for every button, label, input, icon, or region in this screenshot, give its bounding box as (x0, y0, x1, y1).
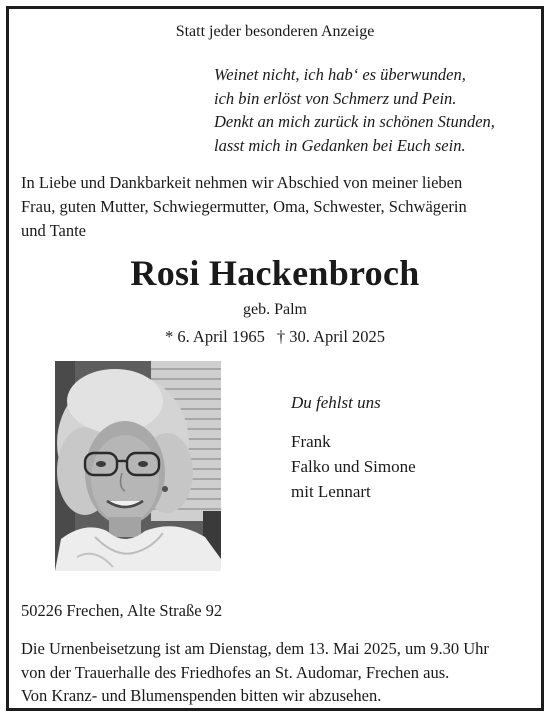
heading: Statt jeder besonderen Anzeige (175, 23, 375, 40)
intro-text (21, 171, 531, 243)
notice-line: Von Kranz- und Blumenspenden bitten wir abzusehen. (21, 686, 382, 705)
poem-line: lasst mich in Gedanken bei Euch sein. (214, 135, 466, 155)
notice-line: Die Urnenbeisetzung ist am Dienstag, dem 13. Mai 2025, um 9.30 Uhr (21, 639, 489, 658)
poem-line: Denkt an mich zurück in schönen Stunden, (214, 112, 495, 131)
mourner-name: Falko und Simone (291, 457, 416, 476)
death-date: † 30. April 2025 (276, 327, 386, 346)
family-address: 50226 Frechen, Alte Straße 92 (21, 601, 223, 620)
mourners-title: Du fehlst uns (291, 393, 381, 412)
notice-line: von der Trauerhalle des Friedhofes an St. Audomar, Frechen aus. (21, 662, 450, 682)
poem (214, 63, 514, 157)
poem-line: Weinet nicht, ich hab‘ es überwunden, (214, 65, 466, 84)
mourners-list (291, 429, 416, 504)
intro-line: Frau, guten Mutter, Schwiegermutter, Oma, Schwester, Schwägerin (21, 197, 467, 216)
maiden-name: geb. Palm (243, 301, 307, 318)
portrait-image (55, 361, 221, 571)
deceased-name: Rosi Hackenbroch (130, 253, 420, 293)
portrait-photo (55, 361, 221, 571)
life-dates (9, 327, 541, 347)
mourner-name: mit Lennart (291, 482, 371, 501)
funeral-notice (21, 637, 536, 708)
mourner-name: Frank (291, 432, 331, 451)
poem-line: ich bin erlöst von Schmerz und Pein. (214, 88, 457, 108)
intro-line: In Liebe und Dankbarkeit nehmen wir Abschied von meiner lieben (21, 173, 463, 192)
intro-line: und Tante (21, 221, 86, 240)
birth-date: * 6. April 1965 (164, 327, 265, 346)
obituary-card (6, 6, 544, 711)
